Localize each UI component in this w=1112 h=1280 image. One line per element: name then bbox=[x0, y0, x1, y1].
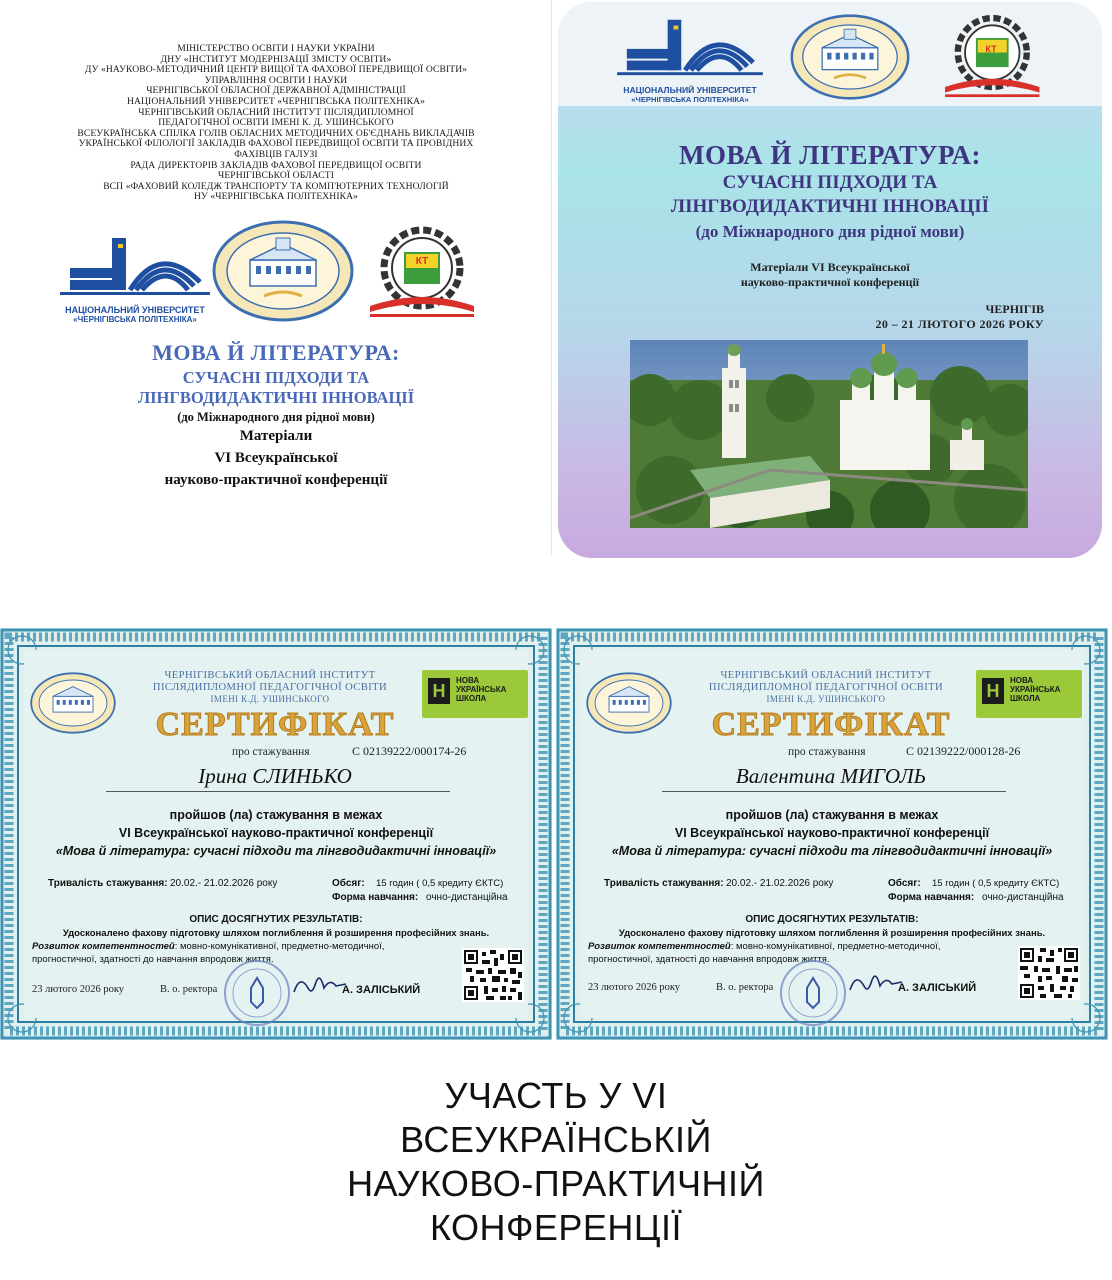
competence-line-2: прогностичної, здатності до навчання впродовж життя. bbox=[32, 954, 274, 965]
cover-materials-1: Матеріали VI Всеукраїнської bbox=[750, 260, 910, 274]
cert-number: С 02139222/000128-26 bbox=[906, 744, 1021, 758]
cover-logo-line1: НАЦІОНАЛЬНИЙ УНІВЕРСИТЕТ bbox=[623, 85, 757, 95]
caption-line-1: УЧАСТЬ У VI bbox=[444, 1075, 668, 1116]
certificate-1 bbox=[0, 628, 552, 1040]
volume-value: 15 годин ( 0,5 кредиту ЄКТС) bbox=[932, 878, 1060, 889]
cert-conference: VI Всеукраїнської науково-практичної конференції bbox=[118, 826, 434, 840]
organizer-line: РАДА ДИРЕКТОРІВ ЗАКЛАДІВ ФАХОВОЇ ПЕРЕДВИЩОЇ ОСВІТИ bbox=[130, 159, 422, 171]
cert-institute-1: ЧЕРНІГІВСЬКИЙ ОБЛАСНИЙ ІНСТИТУТ bbox=[720, 670, 932, 681]
results-heading: ОПИС ДОСЯГНУТИХ РЕЗУЛЬТАТІВ: bbox=[745, 914, 919, 925]
collection-cover bbox=[558, 2, 1102, 558]
chernihiv-cathedral-photo bbox=[630, 340, 1028, 528]
university-building-icon bbox=[60, 230, 210, 300]
caption-line-2: ВСЕУКРАЇНСЬКІЙ bbox=[400, 1119, 712, 1160]
cover-institute-oval-logo bbox=[788, 14, 912, 100]
cert-passed: пройшов (ла) стажування в межах bbox=[169, 808, 383, 822]
name-underline bbox=[662, 791, 1006, 792]
competence-line bbox=[32, 941, 472, 952]
rector-title: В. о. ректора bbox=[716, 982, 774, 993]
university-logo-line2: «ЧЕРНІГІВСЬКА ПОЛІТЕХНІКА» bbox=[73, 315, 197, 324]
cover-city: ЧЕРНІГІВ bbox=[985, 302, 1044, 316]
competence-label: Розвиток компетентностей bbox=[588, 941, 731, 952]
signer-name: А. ЗАЛІСЬКИЙ bbox=[342, 984, 421, 996]
rector-title: В. о. ректора bbox=[160, 984, 218, 995]
nus-text bbox=[1010, 676, 1060, 703]
book-subtitle-1: СУЧАСНІ ПІДХОДИ ТА bbox=[182, 368, 370, 387]
institute-oval-logo bbox=[212, 220, 354, 322]
form-label: Форма навчання: bbox=[888, 892, 975, 903]
issue-date: 23 лютого 2026 року bbox=[588, 982, 681, 993]
cert-institute-3: ІМЕНІ К.Д. УШИНСЬКОГО bbox=[766, 694, 886, 704]
nus-line-2: УКРАЇНСЬКА bbox=[1010, 685, 1061, 694]
qr-code-icon bbox=[1018, 946, 1080, 1000]
qr-code-icon bbox=[462, 948, 524, 1002]
cover-logo-line2: «ЧЕРНІГІВСЬКА ПОЛІТЕХНІКА» bbox=[631, 95, 749, 104]
nus-line-1: НОВА bbox=[1010, 676, 1034, 685]
form-label: Форма навчання: bbox=[332, 892, 419, 903]
cover-college-badge-text: КТ bbox=[985, 44, 997, 54]
materials-line-3: науково-практичної конференції bbox=[164, 472, 388, 488]
cert-topic: «Мова й література: сучасні підходи та лінгводидактичні інновації» bbox=[55, 844, 497, 858]
organizer-line: ВСП «ФАХОВИЙ КОЛЕДЖ ТРАНСПОРТУ ТА КОМП'ЮТЕРНИХ ТЕХНОЛОГІЙ bbox=[103, 180, 449, 192]
cert-institute-1: ЧЕРНІГІВСЬКИЙ ОБЛАСНИЙ ІНСТИТУТ bbox=[164, 670, 376, 681]
organizer-line: ЧЕРНІГІВСЬКИЙ ОБЛАСНИЙ ІНСТИТУТ ПІСЛЯДИПЛОМНОЇ bbox=[138, 106, 414, 118]
materials-line-2: VI Всеукраїнської bbox=[214, 450, 338, 466]
results-line: Удосконалено фахову підготовку шляхом поглиблення й розширення професійних знань. bbox=[618, 928, 1046, 939]
cert-passed: пройшов (ла) стажування в межах bbox=[725, 808, 939, 822]
organizer-line: МІНІСТЕРСТВО ОСВІТИ І НАУКИ УКРАЇНИ bbox=[177, 43, 375, 54]
competence-label: Розвиток компетентностей bbox=[32, 941, 175, 952]
volume-label: Обсяг: bbox=[888, 878, 921, 889]
cert-institute-2: ПІСЛЯДИПЛОМНОЇ ПЕДАГОГІЧНОЇ ОСВІТИ bbox=[152, 682, 388, 693]
signature-icon bbox=[846, 968, 906, 998]
duration-label: Тривалість стажування: bbox=[48, 878, 168, 889]
cert-institute-3: ІМЕНІ К.Д. УШИНСЬКОГО bbox=[210, 694, 330, 704]
form-value: очно-дистанційна bbox=[426, 892, 508, 903]
nus-line-3: ШКОЛА bbox=[1010, 694, 1041, 703]
cover-note: (до Міжнародного дня рідної мови) bbox=[695, 222, 965, 241]
recipient-name: Ірина СЛИНЬКО bbox=[198, 764, 352, 788]
university-building-icon bbox=[616, 12, 764, 80]
institute-oval-logo bbox=[586, 672, 672, 734]
materials-line-1: Матеріали bbox=[239, 428, 313, 444]
cover-subtitle-1: СУЧАСНІ ПІДХОДИ ТА bbox=[722, 172, 938, 193]
duration-value: 20.02.- 21.02.2026 року bbox=[170, 878, 278, 889]
results-line: Удосконалено фахову підготовку шляхом поглиблення й розширення професійних знань. bbox=[62, 928, 490, 939]
book-title: МОВА Й ЛІТЕРАТУРА: bbox=[152, 340, 400, 365]
name-underline bbox=[106, 791, 450, 792]
university-logo-line1: НАЦІОНАЛЬНИЙ УНІВЕРСИТЕТ bbox=[65, 305, 205, 315]
results-heading: ОПИС ДОСЯГНУТИХ РЕЗУЛЬТАТІВ: bbox=[189, 914, 363, 925]
nus-emblem-icon: Н bbox=[982, 678, 1004, 704]
duration-value: 20.02.- 21.02.2026 року bbox=[726, 878, 834, 889]
recipient-name: Валентина МИГОЛЬ bbox=[735, 764, 927, 788]
book-subtitle-2: ЛІНГВОДИДАКТИЧНІ ІННОВАЦІЇ bbox=[137, 388, 415, 407]
nus-line-1: НОВА bbox=[456, 676, 480, 685]
book-note: (до Міжнародного дня рідної мови) bbox=[177, 410, 375, 424]
organizer-line: НАЦІОНАЛЬНИЙ УНІВЕРСИТЕТ «ЧЕРНІГІВСЬКА ПОЛІТЕХНІКА» bbox=[126, 95, 426, 107]
organizer-line: НУ «ЧЕРНІГІВСЬКА ПОЛІТЕХНІКА» bbox=[193, 191, 359, 203]
official-seal-icon bbox=[778, 958, 848, 1028]
logos-row bbox=[60, 220, 500, 325]
organizer-line: ДУ «НАУКОВО-МЕТОДИЧНИЙ ЦЕНТР ВИЩОЇ ТА ФАХОВОЇ ПЕРЕДВИЩОЇ ОСВІТИ» bbox=[84, 64, 468, 76]
college-badge-text: КТ bbox=[415, 256, 429, 267]
certificate-heading: СЕРТИФІКАТ bbox=[155, 706, 395, 743]
nus-line-3: ШКОЛА bbox=[456, 694, 487, 703]
cover-logo-band bbox=[558, 2, 1102, 106]
cert-conference: VI Всеукраїнської науково-практичної конференції bbox=[674, 826, 990, 840]
certificate-heading: СЕРТИФІКАТ bbox=[711, 706, 951, 743]
competence-text: : мовно-комунікативної, предметно-методичної, bbox=[730, 941, 941, 952]
nus-text bbox=[456, 676, 506, 703]
cert-about: про стажування bbox=[788, 746, 866, 758]
organizer-line: УПРАВЛІННЯ ОСВІТИ І НАУКИ bbox=[204, 74, 348, 86]
cert-topic: «Мова й література: сучасні підходи та лінгводидактичні інновації» bbox=[611, 844, 1053, 858]
title-page bbox=[0, 0, 552, 556]
cover-college-gear-logo bbox=[936, 12, 1054, 104]
university-logo bbox=[60, 230, 210, 325]
caption-line-4: КОНФЕРЕНЦІЇ bbox=[429, 1207, 683, 1248]
cert-number: С 02139222/000174-26 bbox=[352, 744, 467, 758]
cover-materials-2: науково-практичної конференції bbox=[740, 275, 920, 289]
certificate-2 bbox=[556, 628, 1108, 1040]
cathedral-landscape-image bbox=[630, 340, 1028, 528]
nus-logo bbox=[422, 670, 528, 718]
institute-oval-logo bbox=[30, 672, 116, 734]
cover-university-logo bbox=[616, 12, 764, 104]
organizer-line: УКРАЇНСЬКОЇ ФІЛОЛОГІЇ ЗАКЛАДІВ ФАХОВОЇ ПЕРЕДВИЩОЇ ОСВІТИ ТА ПРОВІДНИХ bbox=[78, 138, 474, 150]
cover-subtitle-2: ЛІНГВОДИДАКТИЧНІ ІННОВАЦІЇ bbox=[670, 196, 990, 217]
signature-icon bbox=[290, 970, 350, 1000]
competence-text: : мовно-комунікативної, предметно-методичної, bbox=[174, 941, 385, 952]
caption-line-3: НАУКОВО-ПРАКТИЧНІЙ bbox=[347, 1163, 765, 1204]
competence-line-2: прогностичної, здатності до навчання впродовж життя. bbox=[588, 954, 830, 965]
cert-institute-2: ПІСЛЯДИПЛОМНОЇ ПЕДАГОГІЧНОЇ ОСВІТИ bbox=[708, 682, 944, 693]
competence-line bbox=[588, 941, 1028, 952]
organizer-line: ЧЕРНІГІВСЬКОЇ ОБЛАСНОЇ ДЕРЖАВНОЇ АДМІНІСТРАЦІЇ bbox=[146, 85, 406, 97]
nus-line-2: УКРАЇНСЬКА bbox=[456, 685, 507, 694]
nus-logo bbox=[976, 670, 1082, 718]
issue-date: 23 лютого 2026 року bbox=[32, 984, 125, 995]
organizer-line: ПЕДАГОГІЧНОЇ ОСВІТИ ІМЕНІ К. Д. УШИНСЬКОГО bbox=[158, 117, 394, 129]
volume-value: 15 годин ( 0,5 кредиту ЄКТС) bbox=[376, 878, 504, 889]
organizer-line: ВСЕУКРАЇНСЬКА СПІЛКА ГОЛІВ ОБЛАСНИХ МЕТОДИЧНИХ ОБ'ЄДНАНЬ ВИКЛАДАЧІВ bbox=[77, 127, 475, 139]
organizers-list bbox=[50, 44, 502, 203]
volume-label: Обсяг: bbox=[332, 878, 365, 889]
signer-name: А. ЗАЛІСЬКИЙ bbox=[898, 982, 977, 994]
cover-dates: 20 – 21 ЛЮТОГО 2026 РОКУ bbox=[875, 317, 1044, 331]
organizer-line: ФАХІВЦІВ ГАЛУЗІ bbox=[234, 148, 318, 160]
official-seal-icon bbox=[222, 958, 292, 1028]
cover-title: МОВА Й ЛІТЕРАТУРА: bbox=[679, 140, 981, 170]
form-value: очно-дистанційна bbox=[982, 892, 1064, 903]
cert-about: про стажування bbox=[232, 746, 310, 758]
organizer-line: ДНУ «ІНСТИТУТ МОДЕРНІЗАЦІЇ ЗМІСТУ ОСВІТИ» bbox=[160, 53, 392, 65]
organizer-line: ЧЕРНІГІВСЬКОЇ ОБЛАСТІ bbox=[218, 170, 334, 182]
duration-label: Тривалість стажування: bbox=[604, 878, 724, 889]
nus-emblem-icon: Н bbox=[428, 678, 450, 704]
college-gear-logo bbox=[360, 224, 490, 324]
